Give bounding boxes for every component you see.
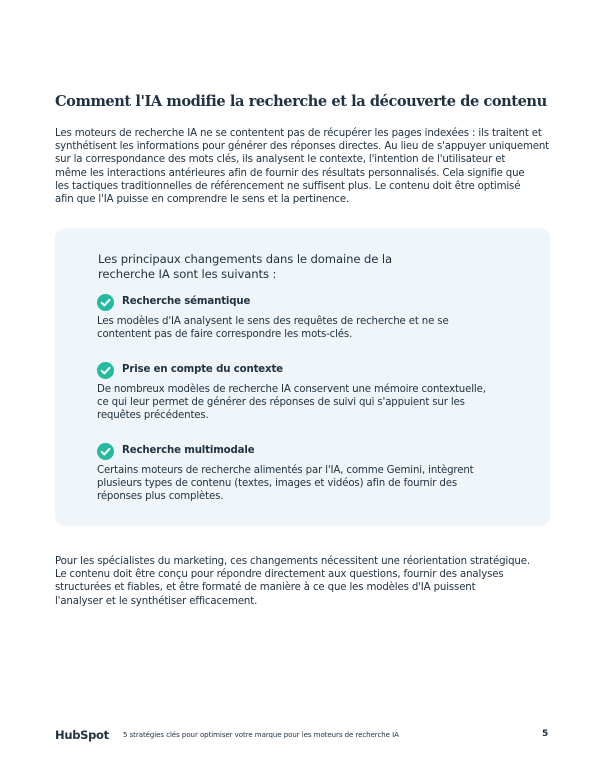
intro-line: sur la correspondance des mots clés, ils analysent le contexte, l'intention de l'utilisateur et (55, 154, 506, 166)
check-circle-icon (97, 443, 114, 460)
body-line: contentent pas de faire correspondre les mots-clés. (97, 329, 353, 341)
change-item-title: Recherche multimodale (122, 445, 255, 456)
change-item-multimodal (97, 443, 517, 504)
body-line: ce qui leur permet de générer des réponses de suivi qui s'appuient sur les (97, 397, 465, 409)
body-line: De nombreux modèles de recherche IA conservent une mémoire contextuelle, (97, 384, 486, 395)
card-lead-line: Les principaux changements dans le domaine de la (98, 252, 392, 266)
page-number: 5 (542, 729, 549, 739)
body-line: plusieurs types de contenu (textes, images et vidéos) afin de fournir des (97, 478, 458, 490)
body-line: réponses plus complètes. (97, 491, 224, 503)
key-changes-card (55, 228, 550, 526)
change-item-context (97, 362, 517, 423)
body-line: requêtes précédentes. (97, 410, 209, 422)
body-line: Certains moteurs de recherche alimentés par l'IA, comme Gemini, intègrent (97, 465, 474, 476)
card-lead (98, 252, 392, 282)
section-heading: Comment l'IA modifie la recherche et la découverte de contenu (55, 93, 547, 110)
change-item-title: Recherche sémantique (122, 296, 251, 307)
card-lead-line: recherche IA sont les suivants : (98, 267, 277, 281)
outro-line: Le contenu doit être conçu pour répondre directement aux questions, fournir des analyses (55, 569, 504, 581)
outro-line: l'analyser et le synthétiser efficacement. (55, 595, 258, 607)
change-item-body (97, 383, 517, 423)
intro-line: afin que l'IA puisse en comprendre le sens et la pertinence. (55, 194, 350, 206)
footer-title: 5 stratégies clés pour optimiser votre marque pour les moteurs de recherche IA (123, 731, 399, 739)
change-item-body (97, 315, 517, 341)
outro-paragraph (55, 555, 555, 608)
intro-line: synthétisent les informations pour générer des réponses directes. Au lieu de s'appuyer uniquement (55, 141, 550, 153)
body-line: Les modèles d'IA analysent le sens des requêtes de recherche et ne se (97, 316, 449, 327)
check-circle-icon (97, 362, 114, 379)
outro-line: Pour les spécialistes du marketing, ces changements nécessitent une réorientation stratégique. (55, 556, 530, 567)
intro-line: même les interactions antérieures afin de fournir des résultats personnalisés. Cela signifie que (55, 167, 525, 179)
intro-paragraph (55, 127, 555, 206)
intro-line: les tactiques traditionnelles de référencement ne suffisent plus. Le contenu doit être optimisé (55, 180, 521, 192)
intro-line: Les moteurs de recherche IA ne se contentent pas de récupérer les pages indexées : ils traitent et (55, 128, 542, 139)
change-item-body (97, 464, 517, 504)
check-circle-icon (97, 294, 114, 311)
hubspot-logo: HubSpot (55, 728, 109, 742)
outro-line: structurées et fiables, et être formaté de manière à ce que les modèles d'IA puissent (55, 582, 476, 594)
change-item-title: Prise en compte du contexte (122, 364, 283, 375)
change-item-semantic (97, 294, 517, 341)
